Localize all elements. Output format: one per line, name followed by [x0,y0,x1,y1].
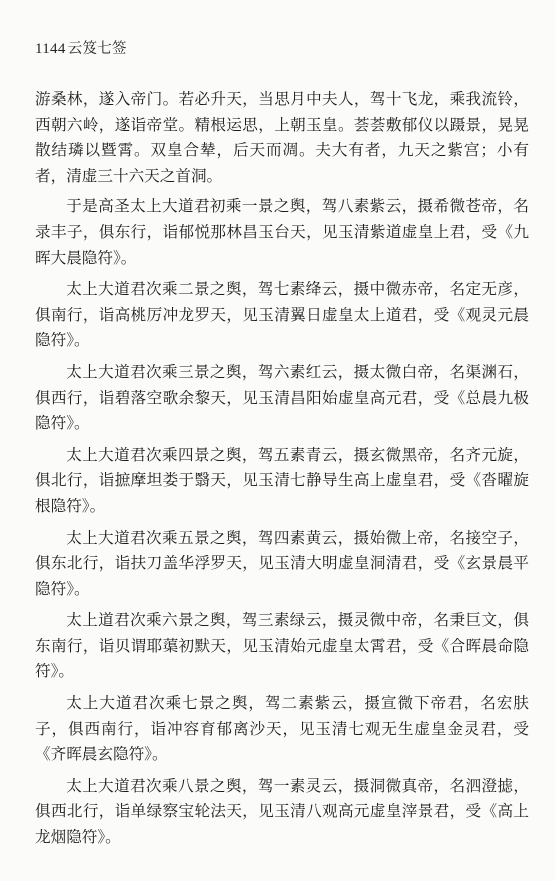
paragraph: 太上大道君次乘二景之舆，驾七素绛云，摄中微赤帝，名定无彦，俱南行，诣高桃厉冲龙罗天，见玉清翼日虚皇太上道君，受《观灵元晨隐符》。 [35,280,529,350]
running-header [35,37,127,58]
paragraph: 太上大道君次乘八景之舆，驾一素灵云，摄洞微真帝，名泗澄摅，俱西北行，诣单绿察宝轮法天，见玉清八观高元虚皇滓景君，受《高上龙烟隐符》。 [35,776,529,847]
paragraph: 太上道君次乘六景之舆，驾三素绿云，摄灵微中帝，名秉巨文，俱东南行，诣贝谓耶蕖初默天，见玉清始元虚皇太霄君，受《合晖晨命隐符》。 [35,611,529,681]
book-title: 云笈七签 [67,41,127,57]
paragraph: 太上大道君次乘五景之舆，驾四素黄云，摄始微上帝，名接空子，俱东北行，诣扶刀盖华浮罗天，见玉清大明虚皇洞清君，受《玄景晨平隐符》。 [35,528,529,598]
page-number: 1144 [35,41,66,57]
paragraph: 太上大道君次乘七景之舆，驾二素紫云，摄宣微下帝君，名宏肤子，俱西南行，诣冲容育郁离沙天，见玉清七观无生虚皇金灵君，受《齐晖晨玄隐符》。 [35,694,529,764]
paragraph: 于是高圣太上大道君初乘一景之舆，驾八素紫云，摄希微苍帝，名录丰子，俱东行，诣郁悦那林昌玉台天，见玉清紫道虚皇上君，受《九晖大晨隐符》。 [35,197,529,267]
paragraph: 太上大道君次乘四景之舆，驾五素青云，摄玄微黑帝，名齐元旋，俱北行，诣摭摩坦娄于翳天，见玉清七静导生高上虚皇君，受《沓曜旋根隐符》。 [35,445,529,515]
paragraph: 太上大道君次乘三景之舆，驾六素红云，摄太微白帝，名渠渊石，俱西行，诣碧落空歌余黎天，见玉清昌阳始虚皇高元君，受《总晨九极隐符》。 [35,362,529,433]
body-text [35,87,529,857]
paragraph: 游桑林，遂入帝门。若必升天，当思月中夫人，驾十飞龙，乘我流铃，西朝六岭，遂诣帝堂。精根运思，上朝玉皇。荟荟敷郁仪以蹑景，晃晃散结璘以暨霄。双皇合辇，后天而凋。夫大有者，九天之紫宫；小有者，清虚三十六天之首洞。 [35,90,529,185]
